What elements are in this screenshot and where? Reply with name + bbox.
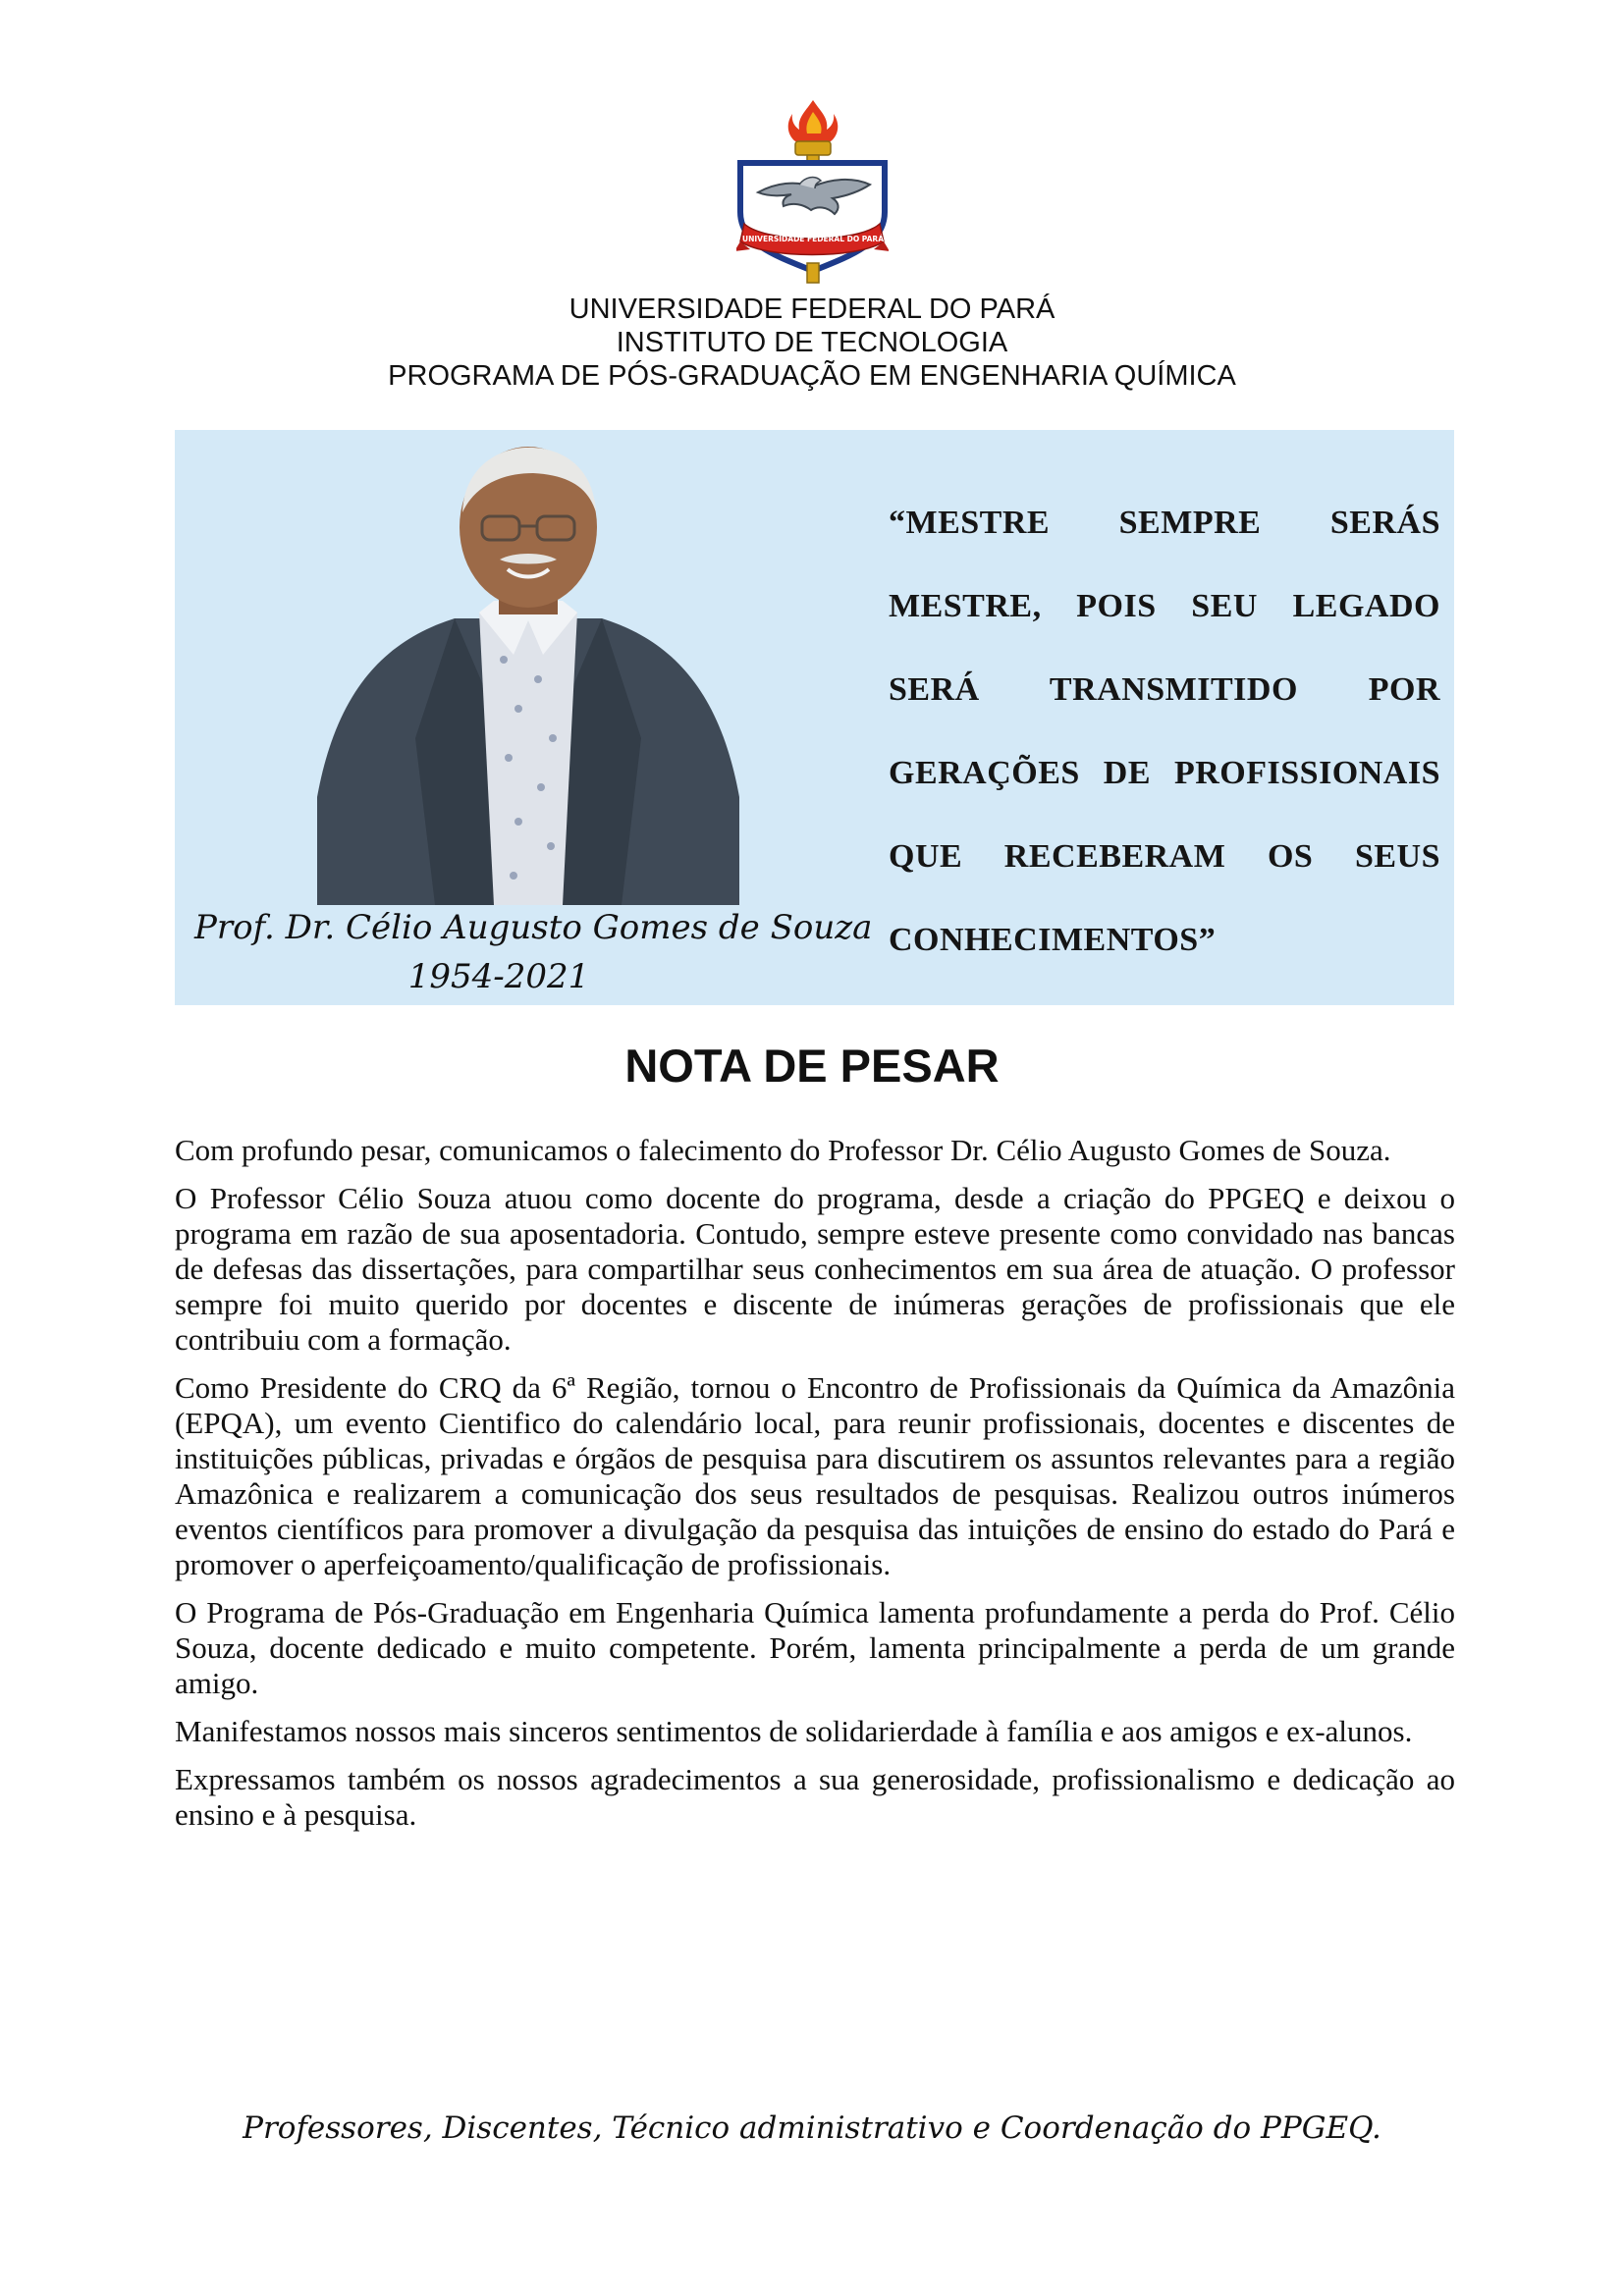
institute-name: INSTITUTO DE TECNOLOGIA bbox=[616, 327, 1008, 358]
signature: Professores, Discentes, Técnico administrativo e Coordenação do PPGEQ. bbox=[243, 2110, 1381, 2146]
tribute-panel bbox=[175, 430, 1454, 1005]
program-name: PROGRAMA DE PÓS-GRADUAÇÃO EM ENGENHARIA QUÍMICA bbox=[388, 360, 1236, 392]
ufpa-crest-icon bbox=[736, 98, 889, 285]
logo-ribbon-text: UNIVERSIDADE FEDERAL DO PARÁ bbox=[741, 235, 885, 243]
paragraph: O Professor Célio Souza atuou como docente do programa, desde a criação do PPGEQ e deixou o programa em razão de sua aposentadoria. Contudo, sempre esteve presente como convidado nas bancas de defesas das dissertações, para compartilhar seus conhecimentos em sua área de atuação. O professor sempre foi muito querido por docentes e discente de inúmeras gerações de profissionais que ele contribuiu com a formação. bbox=[175, 1181, 1455, 1357]
page-title: NOTA DE PESAR bbox=[624, 1040, 1000, 1092]
paragraph: Manifestamos nossos mais sinceros sentimentos de solidarierdade à família e aos amigos e ex-alunos. bbox=[175, 1714, 1413, 1748]
paragraph: Expressamos também os nossos agradecimentos a sua generosidade, profissionalismo e dedicação ao ensino e à pesquisa. bbox=[175, 1762, 1455, 1832]
portrait-photo bbox=[317, 444, 739, 905]
paragraph: O Programa de Pós-Graduação em Engenharia Química lamenta profundamente a perda do Prof. Célio Souza, docente dedicado e muito competente. Porém, lamenta principalmente a perda de um grande amigo. bbox=[175, 1595, 1455, 1700]
condolence-body bbox=[175, 1133, 1455, 1845]
professor-name: Prof. Dr. Célio Augusto Gomes de Souza bbox=[194, 908, 873, 947]
tribute-quote: “MESTRE SEMPRE SERÁS MESTRE, POIS SEU LEGADO SERÁ TRANSMITIDO POR GERAÇÕES DE PROFISSIONAIS QUE RECEBERAM OS SEUS CONHECIMENTOS” bbox=[889, 505, 1440, 958]
paragraph: Como Presidente do CRQ da 6ª Região, tornou o Encontro de Profissionais da Química da Amazônia (EPQA), um evento Cientifico do calendário local, para reunir profissionais, docentes e discentes de instituições públicas, privadas e órgãos de pesquisa para discutirem os assuntos relevantes para a região Amazônica e realizarem a comunicação dos seus resultados de pesquisas. Realizou outros inúmeros eventos científicos para promover a divulgação da pesquisa das intuições de ensino do estado do Pará e promover o aperfeiçoamento/qualificação de profissionais. bbox=[175, 1370, 1455, 1581]
institution-header bbox=[0, 293, 1624, 393]
life-years: 1954-2021 bbox=[407, 957, 590, 996]
university-name: UNIVERSIDADE FEDERAL DO PARÁ bbox=[568, 294, 1056, 325]
paragraph: Com profundo pesar, comunicamos o falecimento do Professor Dr. Célio Augusto Gomes de Souza. bbox=[175, 1133, 1391, 1167]
